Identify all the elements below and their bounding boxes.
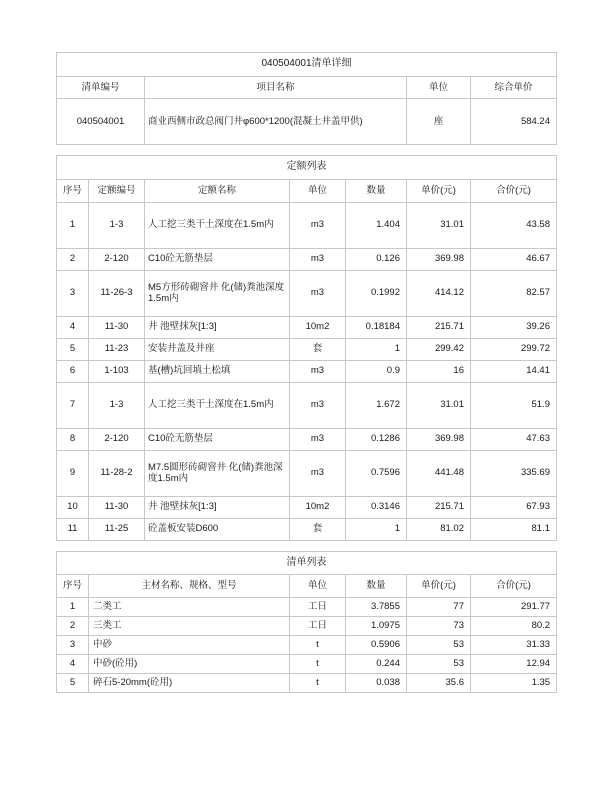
quota-header-qty: 数量 [346, 179, 407, 202]
cell-amount [471, 248, 557, 270]
cell-price-text: 31.01 [440, 399, 464, 411]
cell-no [57, 518, 89, 540]
cell-amount [471, 270, 557, 316]
cell-code [89, 248, 145, 270]
cell-unit [290, 518, 346, 540]
table-row[interactable] [57, 202, 557, 248]
table-row[interactable] [57, 617, 557, 636]
cell-price [407, 270, 471, 316]
cell-amount [471, 338, 557, 360]
quota-header-row [57, 179, 557, 202]
quota-table [56, 155, 557, 540]
material-header-qty: 数量 [346, 575, 407, 598]
summary-header-name: 项目名称 [145, 76, 407, 99]
cell-code [89, 382, 145, 428]
cell-name [145, 518, 290, 540]
cell-name [89, 598, 290, 617]
cell-code-text: 1-3 [109, 219, 124, 231]
cell-qty [346, 655, 407, 674]
cell-name-text: 中砂 [93, 639, 113, 651]
cell-no [57, 270, 89, 316]
cell-unit [290, 428, 346, 450]
cell-amount-text: 291.77 [521, 601, 551, 613]
cell-name [89, 617, 290, 636]
cell-price [407, 674, 471, 693]
cell-code-text: 11-23 [104, 343, 129, 355]
cell-amount-text: 82.57 [526, 287, 550, 299]
summary-cell-unit-price: 584.24 [471, 99, 557, 145]
cell-amount-text: 47.63 [526, 433, 550, 445]
table-row[interactable] [57, 338, 557, 360]
cell-no-text: 3 [69, 287, 76, 299]
cell-qty-text: 0.5906 [370, 639, 400, 651]
cell-qty-text: 1 [394, 343, 400, 355]
quota-header-price: 单价(元) [407, 179, 471, 202]
table-row[interactable] [57, 428, 557, 450]
cell-amount-text: 80.2 [531, 620, 551, 632]
quota-header-code: 定额编号 [89, 179, 145, 202]
material-header-price: 单价(元) [407, 575, 471, 598]
report-body [56, 52, 556, 693]
cell-code [89, 202, 145, 248]
material-table [56, 551, 557, 693]
cell-no-text: 5 [69, 677, 76, 689]
cell-qty-text: 1.404 [376, 219, 400, 231]
cell-code-text: 11-25 [104, 523, 129, 535]
cell-qty-text: 0.1992 [370, 287, 400, 299]
cell-price-text: 369.98 [434, 433, 464, 445]
cell-amount [471, 496, 557, 518]
cell-unit [290, 382, 346, 428]
summary-table [56, 52, 557, 145]
quota-header-amount: 合价(元) [471, 179, 557, 202]
table-row[interactable] [57, 360, 557, 382]
cell-qty [346, 202, 407, 248]
cell-name [145, 428, 290, 450]
cell-name-text: 三类工 [93, 620, 122, 632]
cell-unit [290, 674, 346, 693]
cell-name-text: 碎石5-20mm(砼用) [93, 677, 173, 689]
cell-name-text: 井 池壁抹灰[1:3] [148, 321, 217, 333]
cell-no [57, 636, 89, 655]
table-row[interactable] [57, 655, 557, 674]
cell-price-text: 414.12 [434, 287, 464, 299]
cell-code-text: 1-103 [104, 365, 129, 377]
table-row[interactable] [57, 674, 557, 693]
cell-price [407, 428, 471, 450]
table-gap-1 [56, 145, 556, 155]
summary-banner-cell [57, 53, 557, 77]
summary-banner-text: 040504001清单详细 [261, 58, 352, 69]
cell-amount-text: 43.58 [526, 219, 550, 231]
cell-no-text: 1 [69, 219, 76, 231]
cell-name-text: M5方形砖砌窨井 化(储)粪池深度1.5m内 [148, 281, 285, 305]
cell-amount [471, 674, 557, 693]
cell-no-text: 2 [69, 253, 76, 265]
cell-unit-text: m3 [310, 365, 325, 377]
cell-price-text: 31.01 [440, 219, 464, 231]
cell-price [407, 636, 471, 655]
material-header-name: 主材名称、规格、型号 [89, 575, 290, 598]
cell-amount-text: 14.41 [526, 365, 550, 377]
table-row[interactable] [57, 270, 557, 316]
cell-unit [290, 316, 346, 338]
cell-amount [471, 450, 557, 496]
cell-no-text: 10 [67, 501, 78, 513]
cell-no [57, 496, 89, 518]
cell-no-text: 2 [69, 620, 76, 632]
table-row[interactable] [57, 248, 557, 270]
cell-price-text: 53 [453, 639, 464, 651]
cell-qty-text: 0.18184 [365, 321, 400, 333]
cell-unit [290, 617, 346, 636]
cell-name-text: 中砂(砼用) [93, 658, 138, 670]
cell-no-text: 1 [69, 601, 76, 613]
cell-amount [471, 428, 557, 450]
cell-no [57, 655, 89, 674]
cell-name [145, 270, 290, 316]
cell-name [145, 382, 290, 428]
cell-unit [290, 338, 346, 360]
cell-price [407, 496, 471, 518]
cell-price-text: 215.71 [434, 321, 464, 333]
cell-qty-text: 0.1286 [370, 433, 400, 445]
cell-price-text: 73 [453, 620, 464, 632]
quota-header-no: 序号 [57, 179, 89, 202]
cell-no [57, 382, 89, 428]
cell-qty-text: 3.7855 [370, 601, 400, 613]
cell-amount-text: 31.33 [526, 639, 551, 651]
cell-qty [346, 248, 407, 270]
cell-price-text: 16 [453, 365, 464, 377]
cell-unit-text: m3 [310, 399, 325, 411]
cell-no [57, 360, 89, 382]
summary-header-code: 清单编号 [57, 76, 145, 99]
cell-qty [346, 338, 407, 360]
cell-qty [346, 428, 407, 450]
cell-price-text: 441.48 [434, 467, 464, 479]
table-row[interactable] [57, 518, 557, 540]
cell-no [57, 450, 89, 496]
cell-qty [346, 270, 407, 316]
cell-amount-text: 299.72 [520, 343, 550, 355]
summary-header-unit-price: 综合单价 [471, 76, 557, 99]
cell-qty [346, 617, 407, 636]
table-row[interactable] [57, 598, 557, 617]
summary-data-row [57, 99, 557, 145]
cell-no [57, 202, 89, 248]
cell-price [407, 617, 471, 636]
cell-unit [290, 636, 346, 655]
cell-price [407, 518, 471, 540]
table-row[interactable] [57, 316, 557, 338]
cell-price-text: 369.98 [434, 253, 464, 265]
summary-header-row [57, 76, 557, 99]
cell-unit-text: 套 [312, 343, 323, 355]
cell-name-text: 井 池壁抹灰[1:3] [148, 501, 217, 513]
cell-price [407, 338, 471, 360]
cell-unit [290, 496, 346, 518]
cell-qty [346, 518, 407, 540]
cell-qty [346, 636, 407, 655]
cell-qty [346, 674, 407, 693]
cell-qty [346, 450, 407, 496]
cell-code-text: 11-30 [104, 501, 129, 513]
cell-no [57, 248, 89, 270]
cell-price [407, 360, 471, 382]
cell-unit [290, 248, 346, 270]
cell-unit-text: 10m2 [305, 321, 330, 333]
cell-amount [471, 382, 557, 428]
cell-qty [346, 382, 407, 428]
cell-name [145, 248, 290, 270]
cell-qty [346, 316, 407, 338]
cell-name [145, 316, 290, 338]
quota-banner-text: 定额列表 [286, 161, 327, 173]
cell-amount-text: 81.1 [531, 523, 550, 535]
cell-amount-text: 51.9 [531, 399, 550, 411]
cell-code-text: 1-3 [109, 399, 124, 411]
cell-unit [290, 450, 346, 496]
cell-qty-text: 0.126 [376, 253, 400, 265]
quota-header-unit: 单位 [290, 179, 346, 202]
cell-price-text: 53 [453, 658, 464, 670]
cell-price [407, 598, 471, 617]
cell-name [89, 674, 290, 693]
cell-unit [290, 202, 346, 248]
cell-name [145, 450, 290, 496]
material-header-amount: 合价(元) [471, 575, 557, 598]
cell-name [145, 338, 290, 360]
cell-unit [290, 655, 346, 674]
cell-unit-text: t [316, 639, 319, 651]
cell-name-text: M7.5圆形砖砌窨井 化(储)粪池深度1.5m内 [148, 461, 283, 485]
cell-no [57, 617, 89, 636]
cell-no [57, 428, 89, 450]
cell-unit [290, 270, 346, 316]
cell-qty-text: 0.7596 [370, 467, 400, 479]
cell-amount-text: 46.67 [526, 253, 550, 265]
cell-code [89, 518, 145, 540]
cell-name-text: 二类工 [93, 601, 122, 613]
cell-unit-text: 工日 [307, 620, 327, 632]
cell-code-text: 2-120 [104, 433, 129, 445]
cell-name-text: C10砼无筋垫层 [148, 433, 213, 445]
cell-qty-text: 0.3146 [370, 501, 400, 513]
cell-unit-text: m3 [310, 219, 325, 231]
cell-code [89, 450, 145, 496]
cell-price [407, 248, 471, 270]
cell-price [407, 382, 471, 428]
material-banner-row [57, 551, 557, 575]
cell-qty-text: 0.244 [376, 658, 400, 670]
summary-cell-name: 商业西侧市政总阀门井φ600*1200(混凝土井盖甲供) [145, 99, 407, 145]
cell-amount-text: 335.69 [520, 467, 550, 479]
cell-price-text: 299.42 [434, 343, 464, 355]
cell-qty-text: 0.038 [376, 677, 400, 689]
cell-no-text: 8 [69, 433, 76, 445]
cell-name-text: 人工挖三类干土深度在1.5m内 [148, 399, 274, 411]
cell-name-text: 砼盖板安装D600 [148, 523, 219, 535]
cell-amount-text: 39.26 [526, 321, 550, 333]
cell-qty [346, 496, 407, 518]
cell-unit-text: 工日 [307, 601, 327, 613]
summary-banner-row [57, 53, 557, 77]
cell-price-text: 81.02 [440, 523, 464, 535]
material-header-no: 序号 [57, 575, 89, 598]
summary-header-unit: 单位 [407, 76, 471, 99]
cell-unit [290, 598, 346, 617]
cell-qty [346, 360, 407, 382]
cell-name [89, 636, 290, 655]
cell-no [57, 598, 89, 617]
cell-unit-text: m3 [310, 467, 325, 479]
cell-unit-text: m3 [310, 287, 325, 299]
cell-no-text: 6 [69, 365, 76, 377]
cell-no-text: 11 [67, 523, 78, 535]
cell-name [145, 202, 290, 248]
cell-name [145, 360, 290, 382]
cell-code-text: 11-30 [104, 321, 129, 333]
cell-name-text: 人工挖三类干土深度在1.5m内 [148, 219, 274, 231]
cell-price-text: 35.6 [445, 677, 464, 689]
cell-code [89, 428, 145, 450]
summary-cell-unit: 座 [407, 99, 471, 145]
cell-unit-text: t [316, 677, 319, 689]
material-banner-text: 清单列表 [286, 556, 327, 568]
quota-header-name: 定额名称 [145, 179, 290, 202]
cell-name-text: 基(槽)坑回填土松填 [148, 365, 231, 377]
cell-no-text: 4 [69, 658, 76, 670]
cell-amount-text: 67.93 [526, 501, 550, 513]
cell-code [89, 316, 145, 338]
cell-amount [471, 598, 557, 617]
cell-amount [471, 202, 557, 248]
summary-cell-code: 040504001 [57, 99, 145, 145]
cell-amount [471, 360, 557, 382]
table-gap-2 [56, 541, 556, 551]
material-header-unit: 单位 [290, 575, 346, 598]
cell-no [57, 674, 89, 693]
cell-no-text: 9 [69, 467, 76, 479]
cell-unit-text: m3 [310, 253, 325, 265]
cell-qty [346, 598, 407, 617]
cell-name-text: 安装井盖及井座 [148, 343, 215, 355]
cell-amount-text: 1.35 [531, 677, 551, 689]
table-row[interactable] [57, 450, 557, 496]
table-row[interactable] [57, 382, 557, 428]
cell-unit [290, 360, 346, 382]
cell-no [57, 316, 89, 338]
cell-price-text: 77 [453, 601, 464, 613]
cell-amount-text: 12.94 [526, 658, 551, 670]
cell-amount [471, 518, 557, 540]
cell-qty-text: 1 [394, 523, 400, 535]
cell-no-text: 5 [69, 343, 76, 355]
cell-code [89, 338, 145, 360]
cell-code-text: 11-26-3 [100, 287, 133, 299]
cell-name [89, 655, 290, 674]
cell-unit-text: m3 [310, 433, 325, 445]
cell-price [407, 202, 471, 248]
cell-amount [471, 636, 557, 655]
cell-no [57, 338, 89, 360]
material-banner-cell [57, 551, 557, 575]
cell-qty-text: 1.0975 [370, 620, 400, 632]
quota-banner-row [57, 156, 557, 180]
cell-amount [471, 617, 557, 636]
cell-price [407, 316, 471, 338]
material-header-row [57, 575, 557, 598]
cell-price [407, 450, 471, 496]
cell-no-text: 3 [69, 639, 76, 651]
cell-unit-text: 10m2 [305, 501, 330, 513]
cell-price [407, 655, 471, 674]
cell-code [89, 496, 145, 518]
cell-code-text: 2-120 [104, 253, 129, 265]
cell-price-text: 215.71 [434, 501, 464, 513]
table-row[interactable] [57, 496, 557, 518]
quota-banner-cell [57, 156, 557, 180]
cell-qty-text: 1.672 [376, 399, 400, 411]
cell-qty-text: 0.9 [386, 365, 400, 377]
cell-code [89, 360, 145, 382]
cell-name-text: C10砼无筋垫层 [148, 253, 213, 265]
cell-amount [471, 655, 557, 674]
cell-no-text: 4 [69, 321, 76, 333]
cell-no-text: 7 [69, 399, 76, 411]
cell-code [89, 270, 145, 316]
cell-code-text: 11-28-2 [100, 467, 133, 479]
cell-name [145, 496, 290, 518]
table-row[interactable] [57, 636, 557, 655]
cell-amount [471, 316, 557, 338]
cell-unit-text: t [316, 658, 319, 670]
cell-unit-text: 套 [312, 523, 323, 535]
